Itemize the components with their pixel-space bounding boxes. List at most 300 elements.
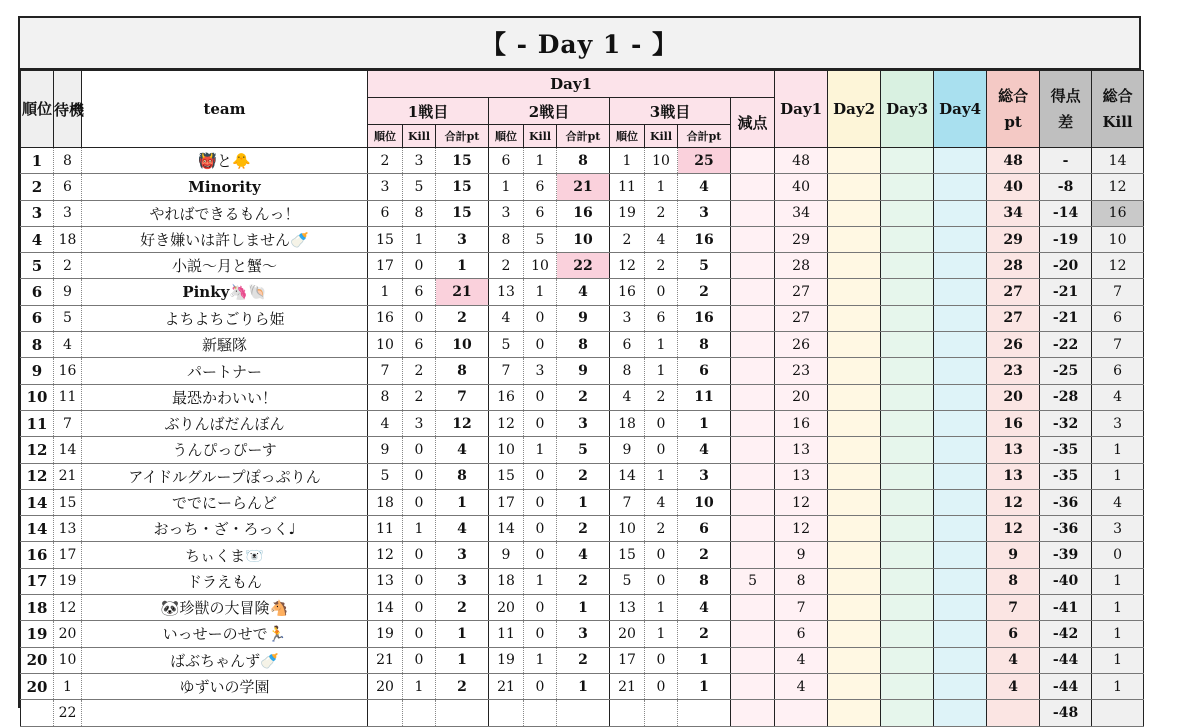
total-pt-cell: 4 bbox=[987, 647, 1040, 673]
match-kill-cell: 0 bbox=[524, 384, 557, 410]
match-rank-cell: 20 bbox=[489, 595, 524, 621]
day1-cell: 16 bbox=[775, 410, 828, 436]
day3-cell bbox=[881, 332, 934, 358]
day2-cell bbox=[828, 358, 881, 384]
match-total-cell: 2 bbox=[557, 463, 610, 489]
match-kill-cell: 1 bbox=[645, 595, 678, 621]
total-pt-cell: 13 bbox=[987, 463, 1040, 489]
match-kill-cell: 2 bbox=[645, 253, 678, 279]
match-kill-cell: 6 bbox=[524, 174, 557, 200]
table-row bbox=[21, 647, 1196, 673]
match-rank-cell: 21 bbox=[368, 647, 403, 673]
match-total-cell: 16 bbox=[557, 200, 610, 226]
match-total-cell: 6 bbox=[678, 516, 731, 542]
table-row bbox=[21, 700, 1196, 726]
match-rank-cell: 18 bbox=[489, 568, 524, 594]
table-body bbox=[21, 148, 1196, 727]
table-row bbox=[21, 358, 1196, 384]
standby-cell: 9 bbox=[54, 279, 82, 305]
total-pt-cell: 6 bbox=[987, 621, 1040, 647]
match-rank-cell: 5 bbox=[610, 568, 645, 594]
day2-cell bbox=[828, 253, 881, 279]
match-kill-cell: 2 bbox=[403, 384, 436, 410]
standby-cell: 1 bbox=[54, 673, 82, 699]
match-kill-cell: 1 bbox=[645, 174, 678, 200]
table-row bbox=[21, 568, 1196, 594]
match-total-cell: 25 bbox=[678, 148, 731, 174]
match-rank-cell: 17 bbox=[489, 489, 524, 515]
rank-cell: 12 bbox=[21, 437, 54, 463]
match-total-cell: 21 bbox=[436, 279, 489, 305]
match-total-cell: 4 bbox=[557, 279, 610, 305]
day2-cell bbox=[828, 226, 881, 252]
match-kill-cell: 0 bbox=[524, 463, 557, 489]
match-rank-cell: 9 bbox=[368, 437, 403, 463]
day2-cell bbox=[828, 437, 881, 463]
match-kill-cell: 0 bbox=[645, 279, 678, 305]
day1-cell: 4 bbox=[775, 647, 828, 673]
total-pt-cell: 7 bbox=[987, 595, 1040, 621]
subheader-m1-rank: 順位 bbox=[368, 125, 403, 148]
day1-cell: 34 bbox=[775, 200, 828, 226]
total-kill-cell bbox=[1092, 700, 1144, 726]
team-name-cell: ゆずいの学園 bbox=[82, 673, 368, 699]
match-kill-cell: 1 bbox=[524, 148, 557, 174]
day1-cell: 48 bbox=[775, 148, 828, 174]
match-rank-cell: 10 bbox=[489, 437, 524, 463]
diff-cell: -25 bbox=[1040, 358, 1092, 384]
team-name-cell: Minority bbox=[82, 174, 368, 200]
match-rank-cell: 9 bbox=[489, 542, 524, 568]
day1-cell: 27 bbox=[775, 279, 828, 305]
day2-cell bbox=[828, 174, 881, 200]
day4-cell bbox=[934, 700, 987, 726]
match-total-cell: 22 bbox=[557, 253, 610, 279]
match-rank-cell: 1 bbox=[610, 148, 645, 174]
deduction-cell bbox=[731, 437, 775, 463]
match-rank-cell: 7 bbox=[368, 358, 403, 384]
match-kill-cell: 2 bbox=[645, 516, 678, 542]
day1-cell: 7 bbox=[775, 595, 828, 621]
rank-cell: 6 bbox=[21, 279, 54, 305]
table-row bbox=[21, 253, 1196, 279]
match-kill-cell: 0 bbox=[403, 621, 436, 647]
match-total-cell: 1 bbox=[436, 253, 489, 279]
day3-cell bbox=[881, 279, 934, 305]
diff-cell: - bbox=[1040, 148, 1092, 174]
table-row bbox=[21, 174, 1196, 200]
header-match1: 1戦目 bbox=[368, 98, 489, 125]
match-kill-cell bbox=[524, 700, 557, 726]
diff-cell: -41 bbox=[1040, 595, 1092, 621]
match-total-cell: 4 bbox=[678, 595, 731, 621]
match-kill-cell: 1 bbox=[524, 568, 557, 594]
table-row bbox=[21, 226, 1196, 252]
match-total-cell: 8 bbox=[678, 568, 731, 594]
team-name-cell: 👹と🐥 bbox=[82, 148, 368, 174]
match-total-cell: 12 bbox=[436, 410, 489, 436]
diff-cell: -40 bbox=[1040, 568, 1092, 594]
day3-cell bbox=[881, 253, 934, 279]
match-total-cell: 4 bbox=[436, 437, 489, 463]
table-row bbox=[21, 148, 1196, 174]
team-name-cell: ぶりんばだんぼん bbox=[82, 410, 368, 436]
team-name-cell: いっせーのせで🏃 bbox=[82, 621, 368, 647]
standby-cell: 20 bbox=[54, 621, 82, 647]
total-kill-cell: 6 bbox=[1092, 305, 1144, 331]
match-total-cell: 10 bbox=[678, 489, 731, 515]
match-kill-cell: 0 bbox=[403, 437, 436, 463]
total-kill-cell: 1 bbox=[1092, 463, 1144, 489]
match-kill-cell: 0 bbox=[524, 621, 557, 647]
header-diff: 得点差 bbox=[1040, 71, 1092, 148]
match-rank-cell: 13 bbox=[368, 568, 403, 594]
day3-cell bbox=[881, 516, 934, 542]
standby-cell: 15 bbox=[54, 489, 82, 515]
day1-cell: 8 bbox=[775, 568, 828, 594]
match-rank-cell: 11 bbox=[489, 621, 524, 647]
rank-cell: 3 bbox=[21, 200, 54, 226]
match-total-cell: 2 bbox=[557, 568, 610, 594]
day3-cell bbox=[881, 174, 934, 200]
match-rank-cell: 12 bbox=[610, 253, 645, 279]
match-kill-cell: 0 bbox=[524, 410, 557, 436]
day3-cell bbox=[881, 595, 934, 621]
total-pt-cell: 48 bbox=[987, 148, 1040, 174]
day4-cell bbox=[934, 595, 987, 621]
day1-cell: 28 bbox=[775, 253, 828, 279]
team-name-cell: やればできるもんっ！ bbox=[82, 200, 368, 226]
day4-cell bbox=[934, 647, 987, 673]
deduction-cell bbox=[731, 226, 775, 252]
match-kill-cell: 0 bbox=[645, 673, 678, 699]
header-total-pt: 総合pt bbox=[987, 71, 1040, 148]
team-name-cell: ばぶちゃんず🍼 bbox=[82, 647, 368, 673]
match-kill-cell: 1 bbox=[645, 463, 678, 489]
total-kill-cell: 1 bbox=[1092, 568, 1144, 594]
day1-cell: 23 bbox=[775, 358, 828, 384]
subheader-m3-kill: Kill bbox=[645, 125, 678, 148]
match-rank-cell: 4 bbox=[368, 410, 403, 436]
match-kill-cell: 0 bbox=[524, 305, 557, 331]
match-kill-cell: 8 bbox=[403, 200, 436, 226]
match-kill-cell: 10 bbox=[645, 148, 678, 174]
match-total-cell: 5 bbox=[557, 437, 610, 463]
total-kill-cell: 16 bbox=[1092, 200, 1144, 226]
subheader-m1-kill: Kill bbox=[403, 125, 436, 148]
team-name-cell: Pinky🦄🐚 bbox=[82, 279, 368, 305]
standby-cell: 12 bbox=[54, 595, 82, 621]
day3-cell bbox=[881, 148, 934, 174]
total-pt-cell: 40 bbox=[987, 174, 1040, 200]
match-kill-cell: 6 bbox=[645, 305, 678, 331]
match-kill-cell: 3 bbox=[524, 358, 557, 384]
day3-cell bbox=[881, 463, 934, 489]
day3-cell bbox=[881, 410, 934, 436]
subheader-m2-total: 合計pt bbox=[557, 125, 610, 148]
standby-cell: 13 bbox=[54, 516, 82, 542]
match-rank-cell: 11 bbox=[610, 174, 645, 200]
match-rank-cell: 13 bbox=[489, 279, 524, 305]
match-total-cell: 1 bbox=[678, 673, 731, 699]
match-total-cell: 2 bbox=[436, 305, 489, 331]
day4-cell bbox=[934, 148, 987, 174]
header-day1-group: Day1 bbox=[368, 71, 775, 98]
header-deduction: 減点 bbox=[731, 98, 775, 148]
match-total-cell: 7 bbox=[436, 384, 489, 410]
total-kill-cell: 14 bbox=[1092, 148, 1144, 174]
match-total-cell: 4 bbox=[678, 437, 731, 463]
total-pt-cell: 27 bbox=[987, 305, 1040, 331]
match-rank-cell bbox=[610, 700, 645, 726]
match-rank-cell: 16 bbox=[610, 279, 645, 305]
match-total-cell: 5 bbox=[678, 253, 731, 279]
match-total-cell: 1 bbox=[678, 647, 731, 673]
team-name-cell: うんぴっぴーす bbox=[82, 437, 368, 463]
match-kill-cell: 5 bbox=[524, 226, 557, 252]
deduction-cell bbox=[731, 595, 775, 621]
match-rank-cell: 19 bbox=[368, 621, 403, 647]
day2-cell bbox=[828, 305, 881, 331]
total-pt-cell: 4 bbox=[987, 673, 1040, 699]
deduction-cell bbox=[731, 174, 775, 200]
match-rank-cell: 3 bbox=[368, 174, 403, 200]
deduction-cell bbox=[731, 384, 775, 410]
day3-cell bbox=[881, 568, 934, 594]
header-rank: 順位 bbox=[21, 71, 54, 148]
match-rank-cell: 14 bbox=[489, 516, 524, 542]
diff-cell: -36 bbox=[1040, 489, 1092, 515]
match-kill-cell: 6 bbox=[403, 332, 436, 358]
match-total-cell: 1 bbox=[557, 489, 610, 515]
match-rank-cell: 3 bbox=[489, 200, 524, 226]
match-kill-cell: 5 bbox=[403, 174, 436, 200]
match-total-cell: 2 bbox=[436, 595, 489, 621]
match-rank-cell: 6 bbox=[489, 148, 524, 174]
match-kill-cell: 1 bbox=[403, 673, 436, 699]
match-kill-cell: 0 bbox=[403, 463, 436, 489]
match-kill-cell: 6 bbox=[403, 279, 436, 305]
match-kill-cell: 6 bbox=[524, 200, 557, 226]
day4-cell bbox=[934, 542, 987, 568]
diff-cell: -21 bbox=[1040, 279, 1092, 305]
day1-cell: 26 bbox=[775, 332, 828, 358]
subheader-m1-total: 合計pt bbox=[436, 125, 489, 148]
deduction-cell bbox=[731, 200, 775, 226]
match-kill-cell: 0 bbox=[403, 253, 436, 279]
match-rank-cell: 3 bbox=[610, 305, 645, 331]
match-kill-cell: 0 bbox=[403, 568, 436, 594]
total-kill-cell: 4 bbox=[1092, 384, 1144, 410]
match-total-cell: 3 bbox=[678, 200, 731, 226]
table-row bbox=[21, 332, 1196, 358]
match-kill-cell: 0 bbox=[524, 673, 557, 699]
deduction-cell bbox=[731, 700, 775, 726]
match-kill-cell: 3 bbox=[403, 148, 436, 174]
match-rank-cell: 1 bbox=[368, 279, 403, 305]
day3-cell bbox=[881, 200, 934, 226]
day4-cell bbox=[934, 305, 987, 331]
match-rank-cell: 19 bbox=[610, 200, 645, 226]
diff-cell: -35 bbox=[1040, 463, 1092, 489]
day3-cell bbox=[881, 542, 934, 568]
match-rank-cell: 8 bbox=[610, 358, 645, 384]
team-name-cell: ででにーらんど bbox=[82, 489, 368, 515]
match-rank-cell: 21 bbox=[489, 673, 524, 699]
day3-cell bbox=[881, 384, 934, 410]
match-total-cell: 15 bbox=[436, 174, 489, 200]
deduction-cell bbox=[731, 489, 775, 515]
team-name-cell: ドラえもん bbox=[82, 568, 368, 594]
match-rank-cell: 14 bbox=[368, 595, 403, 621]
diff-cell: -39 bbox=[1040, 542, 1092, 568]
day2-cell bbox=[828, 542, 881, 568]
match-total-cell: 9 bbox=[557, 305, 610, 331]
match-total-cell: 16 bbox=[678, 226, 731, 252]
day1-cell: 40 bbox=[775, 174, 828, 200]
rank-cell: 14 bbox=[21, 516, 54, 542]
match-rank-cell: 21 bbox=[610, 673, 645, 699]
match-kill-cell: 0 bbox=[403, 647, 436, 673]
match-total-cell: 2 bbox=[678, 542, 731, 568]
match-rank-cell: 7 bbox=[610, 489, 645, 515]
table-row bbox=[21, 516, 1196, 542]
day2-cell bbox=[828, 463, 881, 489]
match-rank-cell: 9 bbox=[610, 437, 645, 463]
day3-cell bbox=[881, 305, 934, 331]
day1-cell: 20 bbox=[775, 384, 828, 410]
standby-cell: 5 bbox=[54, 305, 82, 331]
day1-cell: 4 bbox=[775, 673, 828, 699]
table-row bbox=[21, 279, 1196, 305]
day3-cell bbox=[881, 489, 934, 515]
match-kill-cell: 1 bbox=[645, 358, 678, 384]
rank-cell: 20 bbox=[21, 673, 54, 699]
match-rank-cell: 19 bbox=[489, 647, 524, 673]
match-total-cell: 3 bbox=[436, 568, 489, 594]
match-kill-cell: 1 bbox=[524, 279, 557, 305]
match-kill-cell: 0 bbox=[645, 647, 678, 673]
day4-cell bbox=[934, 384, 987, 410]
match-kill-cell: 4 bbox=[645, 226, 678, 252]
deduction-cell bbox=[731, 332, 775, 358]
day4-cell bbox=[934, 463, 987, 489]
diff-cell: -44 bbox=[1040, 647, 1092, 673]
match-rank-cell: 11 bbox=[368, 516, 403, 542]
team-name-cell: 最恐かわいい！ bbox=[82, 384, 368, 410]
match-rank-cell: 10 bbox=[368, 332, 403, 358]
day4-cell bbox=[934, 226, 987, 252]
total-kill-cell: 10 bbox=[1092, 226, 1144, 252]
match-kill-cell: 1 bbox=[524, 647, 557, 673]
match-rank-cell: 13 bbox=[610, 595, 645, 621]
diff-cell: -35 bbox=[1040, 437, 1092, 463]
day1-cell: 27 bbox=[775, 305, 828, 331]
total-kill-cell: 7 bbox=[1092, 332, 1144, 358]
match-kill-cell bbox=[403, 700, 436, 726]
match-rank-cell: 17 bbox=[610, 647, 645, 673]
day2-cell bbox=[828, 568, 881, 594]
rank-cell: 1 bbox=[21, 148, 54, 174]
day3-cell bbox=[881, 226, 934, 252]
match-total-cell: 2 bbox=[678, 621, 731, 647]
total-pt-cell: 20 bbox=[987, 384, 1040, 410]
day4-cell bbox=[934, 437, 987, 463]
match-total-cell: 8 bbox=[436, 463, 489, 489]
standby-cell: 21 bbox=[54, 463, 82, 489]
match-total-cell: 15 bbox=[436, 148, 489, 174]
diff-cell: -28 bbox=[1040, 384, 1092, 410]
rank-cell: 8 bbox=[21, 332, 54, 358]
match-rank-cell: 2 bbox=[489, 253, 524, 279]
standby-cell: 18 bbox=[54, 226, 82, 252]
match-rank-cell: 15 bbox=[610, 542, 645, 568]
day4-cell bbox=[934, 516, 987, 542]
day2-cell bbox=[828, 410, 881, 436]
team-name-cell: 新騒隊 bbox=[82, 332, 368, 358]
match-total-cell: 2 bbox=[436, 673, 489, 699]
match-rank-cell: 18 bbox=[610, 410, 645, 436]
match-rank-cell: 4 bbox=[610, 384, 645, 410]
match-rank-cell bbox=[368, 700, 403, 726]
standby-cell: 14 bbox=[54, 437, 82, 463]
day3-cell bbox=[881, 621, 934, 647]
match-total-cell: 8 bbox=[557, 332, 610, 358]
total-pt-cell: 9 bbox=[987, 542, 1040, 568]
day1-cell: 29 bbox=[775, 226, 828, 252]
match-kill-cell: 3 bbox=[403, 410, 436, 436]
match-total-cell: 1 bbox=[557, 595, 610, 621]
total-pt-cell: 13 bbox=[987, 437, 1040, 463]
match-total-cell: 1 bbox=[436, 489, 489, 515]
match-total-cell: 16 bbox=[678, 305, 731, 331]
match-kill-cell: 0 bbox=[403, 542, 436, 568]
total-kill-cell: 1 bbox=[1092, 621, 1144, 647]
match-kill-cell: 0 bbox=[645, 410, 678, 436]
rank-cell: 12 bbox=[21, 463, 54, 489]
day2-cell bbox=[828, 621, 881, 647]
day4-cell bbox=[934, 568, 987, 594]
day2-cell bbox=[828, 279, 881, 305]
subheader-m3-total: 合計pt bbox=[678, 125, 731, 148]
header-day2: Day2 bbox=[828, 71, 881, 148]
match-total-cell: 6 bbox=[678, 358, 731, 384]
diff-cell: -42 bbox=[1040, 621, 1092, 647]
header-day3: Day3 bbox=[881, 71, 934, 148]
team-name-cell: 小説〜月と蟹〜 bbox=[82, 253, 368, 279]
day2-cell bbox=[828, 148, 881, 174]
rank-cell: 14 bbox=[21, 489, 54, 515]
deduction-cell bbox=[731, 621, 775, 647]
match-total-cell: 4 bbox=[678, 174, 731, 200]
diff-cell: -48 bbox=[1040, 700, 1092, 726]
rank-cell: 5 bbox=[21, 253, 54, 279]
match-kill-cell: 2 bbox=[403, 358, 436, 384]
diff-cell: -14 bbox=[1040, 200, 1092, 226]
total-pt-cell: 29 bbox=[987, 226, 1040, 252]
match-rank-cell: 20 bbox=[610, 621, 645, 647]
table-row bbox=[21, 410, 1196, 436]
match-rank-cell: 1 bbox=[489, 174, 524, 200]
total-kill-cell: 12 bbox=[1092, 174, 1144, 200]
match-rank-cell: 10 bbox=[610, 516, 645, 542]
match-total-cell: 1 bbox=[436, 621, 489, 647]
day3-cell bbox=[881, 673, 934, 699]
match-total-cell: 8 bbox=[557, 148, 610, 174]
match-rank-cell: 14 bbox=[610, 463, 645, 489]
header-day4: Day4 bbox=[934, 71, 987, 148]
deduction-cell bbox=[731, 673, 775, 699]
